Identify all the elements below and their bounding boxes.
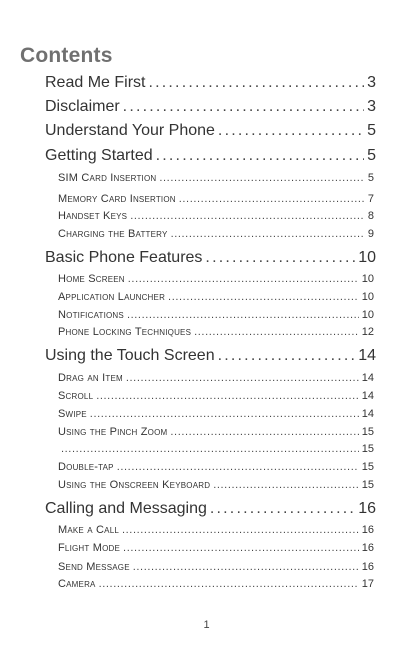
- toc-entry-label: Getting Started: [45, 147, 153, 164]
- toc-dot-leader: [128, 273, 359, 285]
- toc-section-entry[interactable]: [58, 408, 374, 420]
- toc-section-entry[interactable]: [58, 172, 374, 184]
- toc-dot-leader: [117, 461, 359, 473]
- toc-entry-page-number: 16: [358, 500, 376, 517]
- toc-entry-page-number: 14: [358, 347, 376, 364]
- toc-chapter-entry[interactable]: [45, 147, 376, 165]
- toc-entry-label: Scroll: [58, 390, 94, 402]
- toc-section-entry[interactable]: [58, 291, 374, 303]
- toc-entry-page-number: 10: [361, 273, 374, 285]
- toc-entry-label: Memory Card Insertion: [58, 193, 176, 205]
- toc-dot-leader: [61, 443, 359, 455]
- toc-entry-page-number: 9: [367, 228, 374, 240]
- toc-entry-page-number: 10: [361, 309, 374, 321]
- toc-entry-page-number: 17: [361, 578, 374, 590]
- toc-section-entry[interactable]: [58, 542, 374, 554]
- toc-dot-leader: [168, 291, 359, 303]
- toc-entry-label: Make a Call: [58, 524, 119, 536]
- toc-section-entry[interactable]: [58, 193, 374, 205]
- toc-entry-label: Basic Phone Features: [45, 249, 203, 266]
- toc-entry-label: Flight Mode: [58, 542, 121, 554]
- toc-chapter-entry[interactable]: [45, 500, 376, 518]
- toc-entry-label: Drag an Item: [58, 372, 123, 384]
- toc-entry-page-number: 5: [367, 147, 376, 164]
- toc-entry-label: Charging the Battery: [58, 228, 168, 240]
- toc-dot-leader: [130, 210, 365, 222]
- toc-dot-leader: [123, 98, 364, 116]
- toc-entry-label: SIM Card Insertion: [58, 172, 157, 184]
- toc-dot-leader: [210, 500, 355, 518]
- toc-section-entry[interactable]: [58, 372, 374, 384]
- toc-entry-page-number: 16: [361, 561, 374, 573]
- toc-dot-leader: [90, 408, 359, 420]
- toc-section-entry[interactable]: [58, 210, 374, 222]
- toc-dot-leader: [179, 193, 365, 205]
- toc-entry-page-number: 3: [367, 98, 376, 115]
- toc-section-entry[interactable]: [58, 309, 374, 321]
- toc-chapter-entry[interactable]: [45, 98, 376, 116]
- toc-section-entry[interactable]: [58, 479, 374, 491]
- toc-dot-leader: [218, 122, 364, 140]
- toc-entry-page-number: 15: [361, 479, 374, 491]
- toc-dot-leader: [126, 372, 359, 384]
- toc-dot-leader: [133, 561, 359, 573]
- toc-entry-page-number: 7: [367, 193, 374, 205]
- toc-section-entry[interactable]: [58, 443, 374, 455]
- toc-section-entry[interactable]: [58, 273, 374, 285]
- toc-entry-label: Using the Onscreen Keyboard: [58, 479, 211, 491]
- toc-section-entry[interactable]: [58, 578, 374, 590]
- toc-entry-page-number: 5: [367, 122, 376, 139]
- toc-entry-page-number: 15: [361, 461, 374, 473]
- toc-entry-label: Phone Locking Techniques: [58, 326, 192, 338]
- page-number: 1: [203, 619, 210, 631]
- toc-dot-leader: [170, 426, 358, 438]
- toc-chapter-entry[interactable]: [45, 122, 376, 140]
- toc-dot-leader: [127, 309, 359, 321]
- toc-entry-page-number: 14: [361, 390, 374, 402]
- toc-entry-page-number: 14: [361, 372, 374, 384]
- toc-section-entry[interactable]: [58, 390, 374, 402]
- toc-entry-page-number: 15: [361, 443, 374, 455]
- toc-entry-label: Application Launcher: [58, 291, 166, 303]
- toc-entry-label: Notifications: [58, 309, 124, 321]
- toc-section-entry[interactable]: [58, 228, 374, 240]
- toc-dot-leader: [148, 74, 364, 92]
- toc-heading: Contents: [20, 44, 113, 67]
- toc-section-entry[interactable]: [58, 461, 374, 473]
- toc-dot-leader: [123, 542, 359, 554]
- toc-chapter-entry[interactable]: [45, 249, 376, 267]
- toc-dot-leader: [159, 172, 365, 184]
- toc-entry-page-number: 14: [361, 408, 374, 420]
- toc-entry-page-number: 16: [361, 542, 374, 554]
- toc-entry-label: Read Me First: [45, 74, 146, 91]
- toc-dot-leader: [171, 228, 365, 240]
- toc-entry-label: Send Message: [58, 561, 130, 573]
- toc-section-entry[interactable]: [58, 326, 374, 338]
- toc-dot-leader: [213, 479, 359, 491]
- toc-entry-page-number: 10: [361, 291, 374, 303]
- toc-entry-page-number: 10: [358, 249, 376, 266]
- toc-entry-label: Using the Pinch Zoom: [58, 426, 168, 438]
- toc-entry-label: Camera: [58, 578, 96, 590]
- toc-entry-label: Disclaimer: [45, 98, 120, 115]
- toc-entry-label: Double-tap: [58, 461, 114, 473]
- toc-dot-leader: [194, 326, 359, 338]
- toc-entry-page-number: 8: [367, 210, 374, 222]
- toc-chapter-entry[interactable]: [45, 347, 376, 365]
- toc-entry-page-number: 12: [361, 326, 374, 338]
- toc-entry-page-number: 3: [367, 74, 376, 91]
- toc-section-entry[interactable]: [58, 426, 374, 438]
- toc-entry-page-number: 16: [361, 524, 374, 536]
- toc-entry-label: Home Screen: [58, 273, 125, 285]
- toc-entry-page-number: 15: [361, 426, 374, 438]
- toc-entry-page-number: 5: [367, 172, 374, 184]
- toc-section-entry[interactable]: [58, 561, 374, 573]
- toc-dot-leader: [218, 347, 356, 365]
- toc-entry-label: Using the Touch Screen: [45, 347, 215, 364]
- toc-dot-leader: [99, 578, 359, 590]
- toc-dot-leader: [96, 390, 359, 402]
- toc-entry-label: Understand Your Phone: [45, 122, 215, 139]
- toc-entry-label: Swipe: [58, 408, 87, 420]
- toc-section-entry[interactable]: [58, 524, 374, 536]
- toc-entry-label: Handset Keys: [58, 210, 128, 222]
- toc-dot-leader: [205, 249, 355, 267]
- toc-dot-leader: [156, 147, 364, 165]
- toc-entry-label: Calling and Messaging: [45, 500, 207, 517]
- toc-chapter-entry[interactable]: [45, 74, 376, 92]
- toc-dot-leader: [122, 524, 359, 536]
